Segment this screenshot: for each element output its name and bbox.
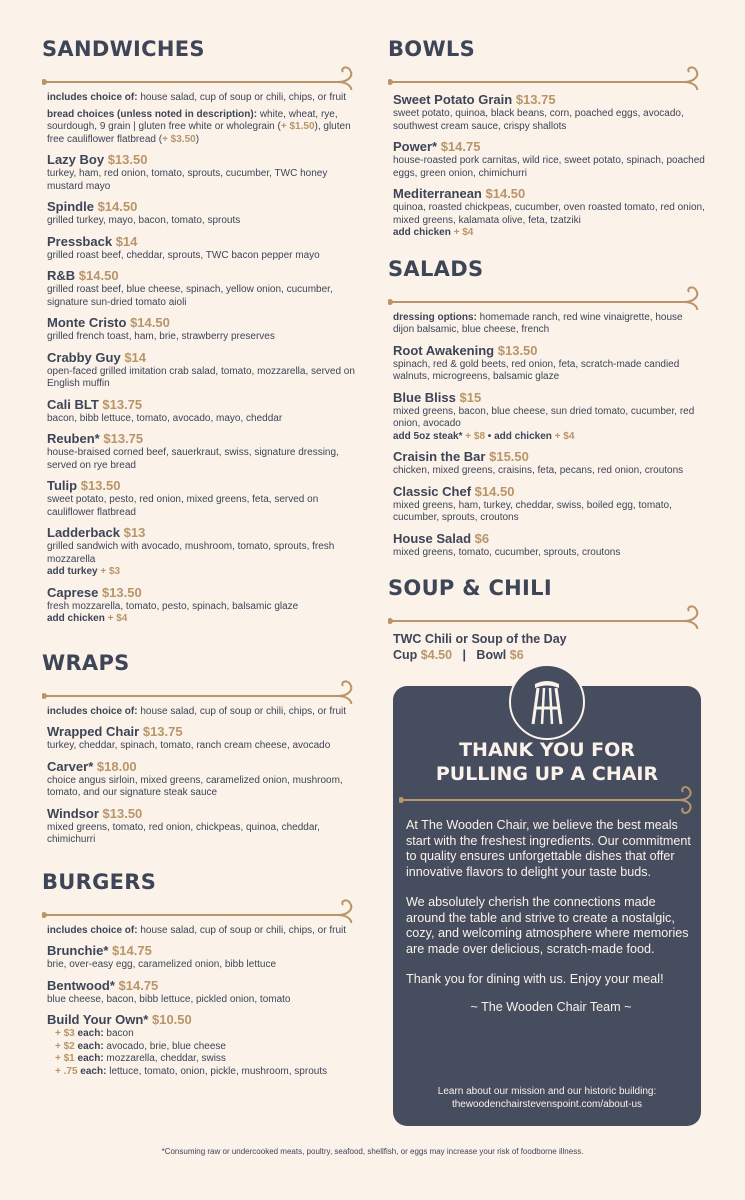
card-footer: Learn about our mission and our historic building: thewoodenchairstevenspoint.com/about-us: [393, 1086, 701, 1111]
menu-item: [47, 350, 360, 391]
item-description: quinoa, roasted chickpeas, cucumber, oven roasted tomato, red onion, mixed greens, kalamata olive, feta, tzatziki: [393, 202, 705, 226]
item-price: $18.00: [96, 758, 137, 774]
item-price: $14: [115, 233, 138, 249]
section-title-bowls: BOWLS: [388, 37, 476, 61]
item-description: mixed greens, tomato, red onion, chickpeas, quinoa, cheddar, chimichurri: [47, 821, 320, 845]
item-name: Sweet Potato Grain $13.75: [393, 92, 556, 107]
disclaimer: *Consuming raw or undercooked meats, poultry, seafood, shellfish, or eggs may increase your risk of foodborne illness.: [161, 1147, 584, 1156]
item-price: $14: [124, 349, 147, 365]
bowls-body: [388, 92, 706, 240]
scroll-divider-icon: [42, 895, 360, 923]
menu-item: [47, 234, 360, 263]
section-title-burgers: BURGERS: [42, 869, 157, 894]
item-name: Monte Cristo $14.50: [47, 315, 170, 330]
salads-body: [388, 312, 706, 560]
item-description: chicken, mixed greens, craisins, feta, pecans, red onion, croutons: [393, 465, 684, 476]
item-name: Brunchie* $14.75: [47, 943, 152, 958]
item-price: $10.50: [151, 1012, 192, 1027]
menu-item: [47, 397, 360, 426]
sandwich-items: [47, 152, 360, 626]
menu-item: [47, 199, 360, 228]
item-name: Caprese $13.50: [47, 584, 142, 600]
item-name: Classic Chef $14.50: [393, 483, 515, 499]
item-price: $14.50: [97, 199, 138, 214]
item-price: $14.75: [118, 977, 159, 993]
item-description: house-roasted pork carnitas, wild rice, sweet potato, spinach, poached eggs, green onion, chimichurri: [393, 155, 705, 179]
item-name: Crabby Guy $14: [47, 349, 147, 365]
item-description: spinach, red & gold beets, red onion, feta, scratch-made candied walnuts, microgreens, balsamic glaze: [393, 358, 680, 382]
bread-note: bread choices (unless noted in description): white, wheat, rye, sourdough, 9 grain | gluten free white or wholegrain (+ $1.50), gluten free cauliflower flatbread (+ $3.50): [47, 108, 351, 145]
sandwiches-section: [42, 36, 360, 626]
item-name: Build Your Own* $10.50: [47, 1012, 192, 1027]
burgers-section: [42, 869, 360, 1079]
item-name: House Salad $6: [393, 530, 490, 546]
item-name: Blue Bliss $15: [393, 389, 482, 405]
burger-addon: + $1 each: mozzarella, cheddar, swiss: [55, 1053, 226, 1064]
item-addon: add chicken + $4: [393, 227, 474, 238]
menu-item: [47, 806, 360, 847]
item-description: turkey, cheddar, spinach, tomato, ranch cream cheese, avocado: [47, 740, 331, 751]
burger-addons: [47, 1028, 360, 1078]
item-price: $14.50: [485, 186, 526, 201]
item-price: $13.50: [107, 152, 148, 167]
menu-item: [47, 315, 360, 344]
item-description: bacon, bibb lettuce, tomato, avocado, mayo, cheddar: [47, 412, 283, 424]
menu-item: [393, 139, 706, 180]
scroll-divider-icon: [388, 62, 706, 90]
thank-you-card: [393, 686, 701, 1126]
wrap-items: [47, 724, 360, 847]
bowl-items: [393, 92, 706, 240]
burger-items: [47, 943, 360, 1028]
wraps-body: [42, 706, 360, 847]
item-price: $13.75: [515, 92, 556, 107]
item-name: Spindle $14.50: [47, 199, 138, 214]
section-title-wraps: WRAPS: [42, 650, 130, 675]
card-paragraph: Thank you for dining with us. Enjoy your meal!: [406, 972, 664, 986]
item-name: Windsor $13.50: [47, 805, 143, 821]
item-description: sweet potato, pesto, red onion, mixed greens, feta, served on cauliflower flatbread: [47, 494, 319, 518]
bar-stool-icon: [509, 664, 585, 740]
item-description: grilled french toast, ham, brie, strawberry preserves: [47, 331, 275, 342]
menu-item: [47, 943, 360, 972]
sandwiches-body: [42, 92, 360, 626]
item-description: brie, over-easy egg, caramelized onion, bibb lettuce: [47, 959, 277, 970]
section-title-sandwiches: SANDWICHES: [42, 37, 205, 61]
item-price: $13.50: [80, 478, 121, 493]
item-name: Power* $14.75: [393, 139, 481, 154]
item-description: house-braised corned beef, sauerkraut, swiss, signature dressing, served on rye bread: [47, 447, 339, 471]
about-link[interactable]: thewoodenchairstevenspoint.com/about-us: [451, 1098, 643, 1110]
item-name: R&B $14.50: [47, 268, 119, 283]
menu-item: [393, 343, 706, 384]
item-price: $14.75: [112, 943, 152, 958]
dressing-note: dressing options: homemade ranch, red wine vinaigrette, house dijon balsamic, blue cheese, french: [393, 311, 683, 335]
item-name: Carver* $18.00: [47, 758, 137, 774]
burger-addon: + $2 each: avocado, brie, blue cheese: [55, 1040, 226, 1052]
item-price: $6: [474, 530, 490, 546]
item-price: $14.50: [130, 315, 170, 330]
menu-item: [47, 1012, 360, 1028]
menu-item: [393, 390, 706, 444]
card-signature: ~ The Wooden Chair Team ~: [470, 999, 632, 1014]
item-addon: add chicken + $4: [47, 613, 128, 624]
menu-item: [393, 531, 706, 560]
item-name: Craisin the Bar $15.50: [393, 449, 529, 464]
item-price: $14.50: [78, 268, 119, 283]
section-title-salads: SALADS: [388, 256, 484, 281]
menu-item: [47, 585, 360, 626]
menu-item: [47, 431, 360, 472]
item-name: Root Awakening $13.50: [393, 342, 538, 358]
item-description: mixed greens, bacon, blue cheese, sun dried tomato, cucumber, red onion, avocado: [393, 405, 695, 429]
soup-prices: Cup $4.50 | Bowl $6: [393, 648, 524, 662]
item-description: mixed greens, ham, turkey, cheddar, swiss, boiled egg, tomato, cucumber, sprouts, croutons: [393, 499, 672, 523]
item-name: Pressback $14: [47, 233, 138, 249]
includes-note: includes choice of: house salad, cup of soup or chili, chips, or fruit: [47, 705, 347, 717]
item-name: Wrapped Chair $13.75: [47, 724, 183, 739]
card-title: THANK YOU FOR PULLING UP A CHAIR: [435, 739, 659, 785]
bowls-section: [388, 36, 706, 240]
item-price: $13.75: [142, 724, 183, 739]
item-addon: add turkey + $3: [47, 566, 121, 577]
salad-items: [393, 343, 706, 560]
menu-item: [47, 525, 360, 579]
scroll-divider-icon: [388, 601, 706, 629]
menu-item: [47, 268, 360, 309]
item-price: $14.75: [440, 139, 481, 154]
item-price: $13.50: [101, 584, 142, 600]
menu-item: [393, 449, 706, 478]
item-description: turkey, ham, red onion, tomato, sprouts, cucumber, TWC honey mustard mayo: [47, 168, 328, 192]
item-description: grilled sandwich with avocado, mushroom, tomato, sprouts, fresh mozzarella: [47, 541, 335, 565]
item-description: sweet potato, quinoa, black beans, corn, poached eggs, avocado, southwest cream sauce, crispy shallots: [393, 108, 684, 132]
card-paragraph: At The Wooden Chair, we believe the best meals start with the freshest ingredients. Our commitment to quality ensures unforgettable dishes that offer innovative flavors to delight your taste buds.: [406, 818, 691, 879]
item-description: grilled roast beef, cheddar, sprouts, TWC bacon pepper mayo: [47, 249, 320, 261]
menu-item: [393, 92, 706, 133]
item-description: mixed greens, tomato, cucumber, sprouts, croutons: [393, 546, 621, 558]
scroll-divider-icon: [42, 62, 360, 90]
soup-section: [388, 575, 706, 663]
item-name: Mediterranean $14.50: [393, 186, 526, 201]
menu-item: [47, 724, 360, 753]
item-price: $13: [123, 525, 146, 540]
section-title-soup: SOUP & CHILI: [388, 576, 552, 600]
item-description: open-faced grilled imitation crab salad, tomato, mozzarella, served on English muffin: [47, 365, 355, 389]
item-name: Cali BLT $13.75: [47, 396, 143, 412]
menu-item: [47, 978, 360, 1007]
item-price: $13.75: [103, 431, 144, 446]
includes-note: includes choice of: house salad, cup of soup or chili, chips, or fruit: [47, 924, 347, 936]
right-column: [388, 36, 706, 679]
scroll-divider-icon: [42, 676, 360, 704]
burgers-body: [42, 925, 360, 1079]
menu-item: [47, 152, 360, 193]
includes-note: includes choice of: house salad, cup of soup or chili, chips, or fruit: [47, 92, 347, 103]
item-name: Tulip $13.50: [47, 478, 121, 493]
menu-item: [393, 186, 706, 240]
card-paragraph: We absolutely cherish the connections made around the table and strive to create a nostalgic, cozy, and welcoming atmosphere where memories are made over delicious, scratch-made food.: [406, 895, 689, 956]
item-price: $15.50: [489, 449, 529, 464]
left-column: [42, 36, 360, 1094]
item-price: $14.50: [474, 483, 515, 499]
burger-addon: + .75 each: lettuce, tomato, onion, pickle, mushroom, sprouts: [55, 1065, 328, 1077]
item-name: Lazy Boy $13.50: [47, 152, 148, 167]
item-description: fresh mozzarella, tomato, pesto, spinach, balsamic glaze: [47, 600, 299, 612]
menu-item: [47, 478, 360, 519]
item-price: $13.75: [102, 396, 143, 412]
salads-section: [388, 256, 706, 560]
item-description: grilled turkey, mayo, bacon, tomato, sprouts: [47, 215, 241, 226]
menu-item: [47, 759, 360, 800]
item-name: Bentwood* $14.75: [47, 977, 159, 993]
item-price: $13.50: [102, 805, 143, 821]
card-body: [406, 818, 696, 1015]
item-price: $13.50: [497, 342, 538, 358]
item-name: Reuben* $13.75: [47, 431, 144, 446]
scroll-divider-icon: [388, 282, 706, 310]
menu-item: [393, 484, 706, 525]
item-description: blue cheese, bacon, bibb lettuce, pickled onion, tomato: [47, 993, 291, 1005]
soup-body: [388, 631, 706, 663]
burger-addon: + $3 each: bacon: [55, 1028, 134, 1039]
item-name: Ladderback $13: [47, 525, 146, 540]
item-description: grilled roast beef, blue cheese, spinach, yellow onion, cucumber, signature sun-dried tomato aioli: [47, 284, 333, 308]
wraps-section: [42, 650, 360, 847]
item-price: $15: [459, 389, 482, 405]
item-description: choice angus sirloin, mixed greens, caramelized onion, mushroom, tomato, and our signature steak sauce: [47, 774, 343, 798]
item-addon: add 5oz steak* + $8 • add chicken + $4: [393, 430, 575, 442]
soup-line: TWC Chili or Soup of the Day: [393, 632, 567, 646]
scroll-divider-icon: [399, 786, 695, 819]
